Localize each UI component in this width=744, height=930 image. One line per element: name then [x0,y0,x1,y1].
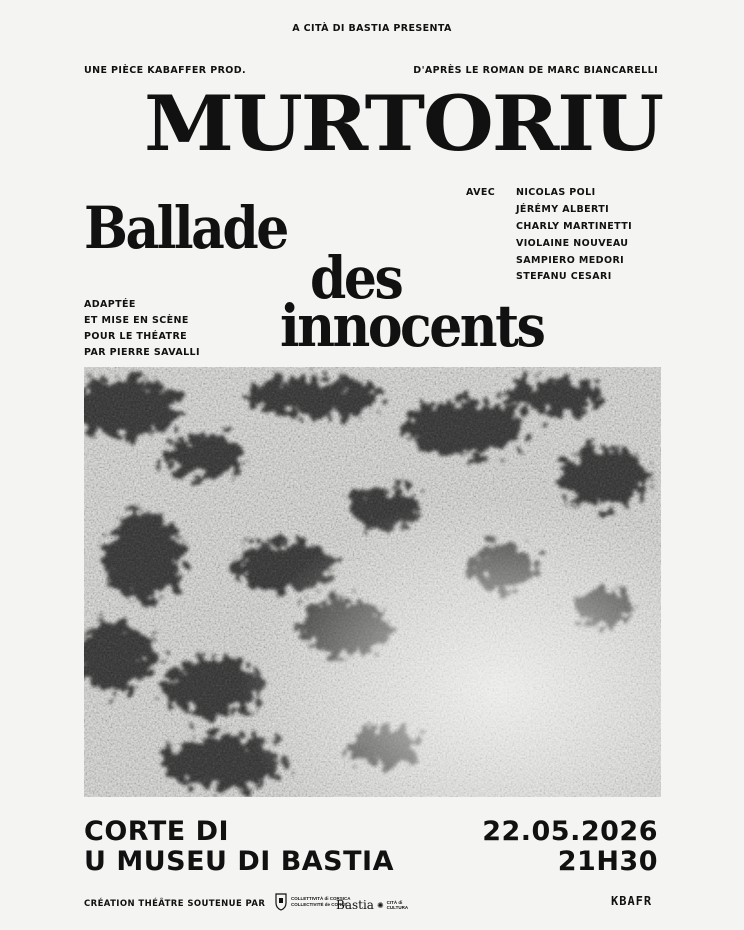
adaptation-line: POUR LE THÉATRE [84,331,188,343]
event-date: 22.05.2026 [482,816,658,847]
cast-member: JÉRÉMY ALBERTI [516,203,610,215]
bastia-star-icon: ✺ [376,900,384,910]
cast-label: AVEC [466,187,496,198]
cast-member: NICOLAS POLI [516,187,596,198]
support-text: CRÉATION THÉÂTRE SOUTENUE PAR [84,899,266,909]
adaptation-line: ADAPTÉE [84,299,136,310]
subtitle-line-1: Ballade [84,194,287,263]
main-title: MURTORIU [144,79,662,168]
kbafr-logo-text: KBAFR [611,894,653,908]
venue-line-2: U MUSEU DI BASTIA [84,846,394,877]
corsica-logo-line: COLLECTIVITÉ de CORSE [291,902,348,907]
corsica-emblem-icon [274,893,288,911]
event-time: 21H30 [557,846,658,877]
adaptation-credit [84,300,200,364]
source-credit: D'APRÈS LE ROMAN DE MARC BIANCARELLI [413,65,658,76]
corsica-logo-line: COLLETTIVITÀ di CORSICA [291,896,351,902]
charcoal-artwork [84,367,661,797]
adaptation-line: PAR PIERRE SAVALLI [84,347,200,359]
subtitle-line-3: innocents [280,292,544,361]
cast-member: SAMPIERO MEDORI [516,254,625,266]
bastia-logo [336,898,408,912]
cast-member: VIOLAINE NOUVEAU [516,237,629,249]
presenter-line: A CITÀ DI BASTIA PRESENTA [292,23,452,34]
cast-list [516,188,632,289]
bastia-logo-line: CULTURA [386,905,409,910]
cast-member: STEFANU CESARI [516,271,612,283]
kbafr-logo [611,894,652,908]
producer-credit: UNE PIÈCE KABAFFER PROD. [84,65,247,76]
bastia-logo-name: Bastia [336,898,374,912]
charcoal-artwork-image [84,367,661,797]
bastia-logo-line: CITÀ di [386,899,403,905]
venue-line-1: CORTE DI [84,816,230,847]
adaptation-line: ET MISE EN SCÈNE [84,315,189,327]
cast-member: CHARLY MARTINETTI [516,220,633,232]
subtitle-line-2: des [310,244,402,313]
